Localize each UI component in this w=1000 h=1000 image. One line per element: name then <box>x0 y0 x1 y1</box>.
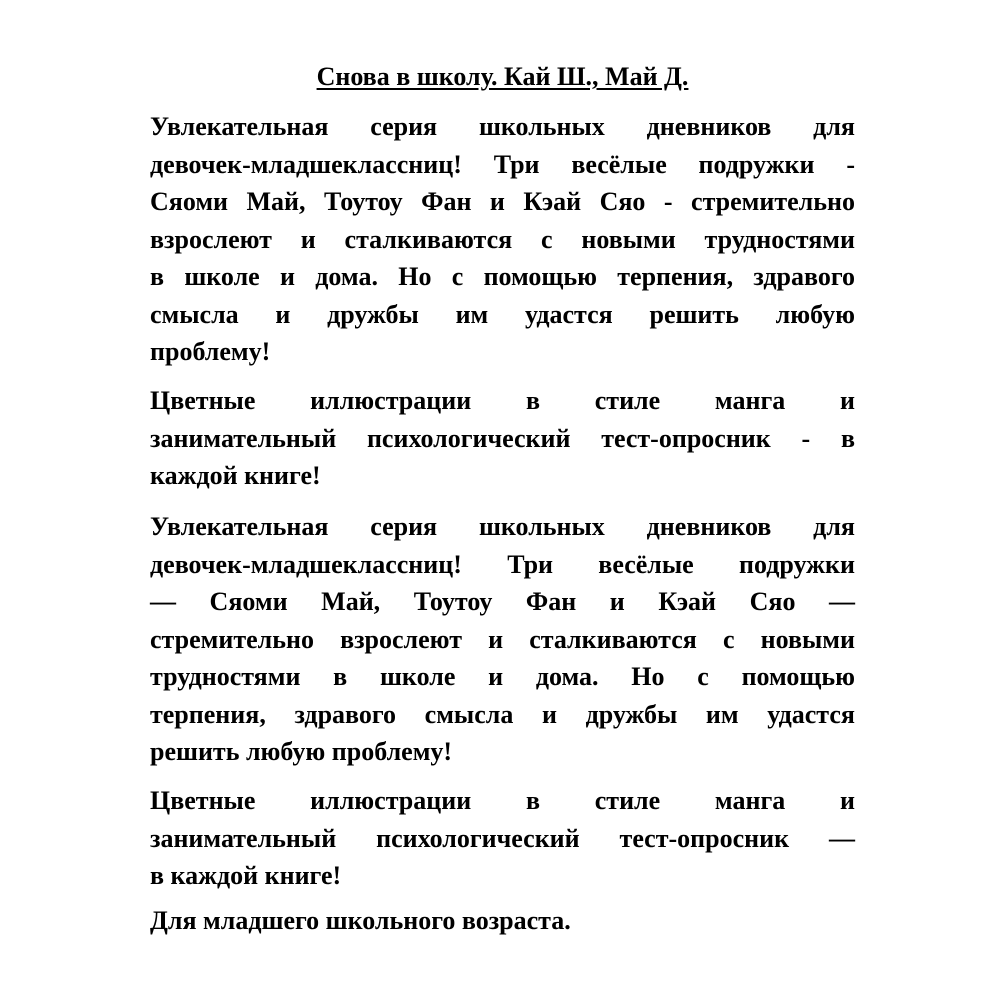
paragraph-line: трудностями в школе и дома. Но с помощью <box>150 662 855 691</box>
paragraph-line: Цветные иллюстрации в стиле манга и <box>150 386 855 415</box>
paragraph-illustrations-1 <box>150 382 855 495</box>
paragraph-line: стремительно взрослеют и сталкиваются с новыми <box>150 624 855 654</box>
paragraph-line: терпения, здравого смысла и дружбы им удастся <box>150 699 855 729</box>
paragraph-line: в школе и дома. Но с помощью терпения, здравого <box>150 262 855 291</box>
paragraph-description-1 <box>150 108 855 371</box>
paragraph-line: проблему! <box>150 337 271 366</box>
paragraph-line: Увлекательная серия школьных дневников для <box>150 512 855 541</box>
paragraph-line: занимательный психологический тест-опросник — <box>150 823 855 853</box>
paragraph-line: Сяоми Май, Тоутоу Фан и Кэай Сяо - стремительно <box>150 187 855 216</box>
paragraph-line: Для младшего школьного возраста. <box>150 906 571 935</box>
paragraph-line: занимательный психологический тест-опросник - в <box>150 423 855 453</box>
paragraph-line: девочек-младшеклассниц! Три весёлые подружки - <box>150 149 855 179</box>
paragraph-line: Увлекательная серия школьных дневников для <box>150 112 855 141</box>
paragraph-line: — Сяоми Май, Тоутоу Фан и Кэай Сяо — <box>150 587 855 616</box>
document-title: Снова в школу. Кай Ш., Май Д. <box>316 62 689 91</box>
paragraph-line: смысла и дружбы им удастся решить любую <box>150 299 855 329</box>
paragraph-line: девочек-младшеклассниц! Три весёлые подружки <box>150 549 855 579</box>
paragraph-illustrations-2 <box>150 782 855 895</box>
paragraph-line: каждой книге! <box>150 461 321 490</box>
paragraph-description-2 <box>150 508 855 771</box>
paragraph-line: Цветные иллюстрации в стиле манга и <box>150 786 855 815</box>
paragraph-line: взрослеют и сталкиваются с новыми трудностями <box>150 224 855 254</box>
paragraph-line: в каждой книге! <box>150 861 342 890</box>
paragraph-line: решить любую проблему! <box>150 737 453 766</box>
paragraph-age-note <box>150 902 855 940</box>
